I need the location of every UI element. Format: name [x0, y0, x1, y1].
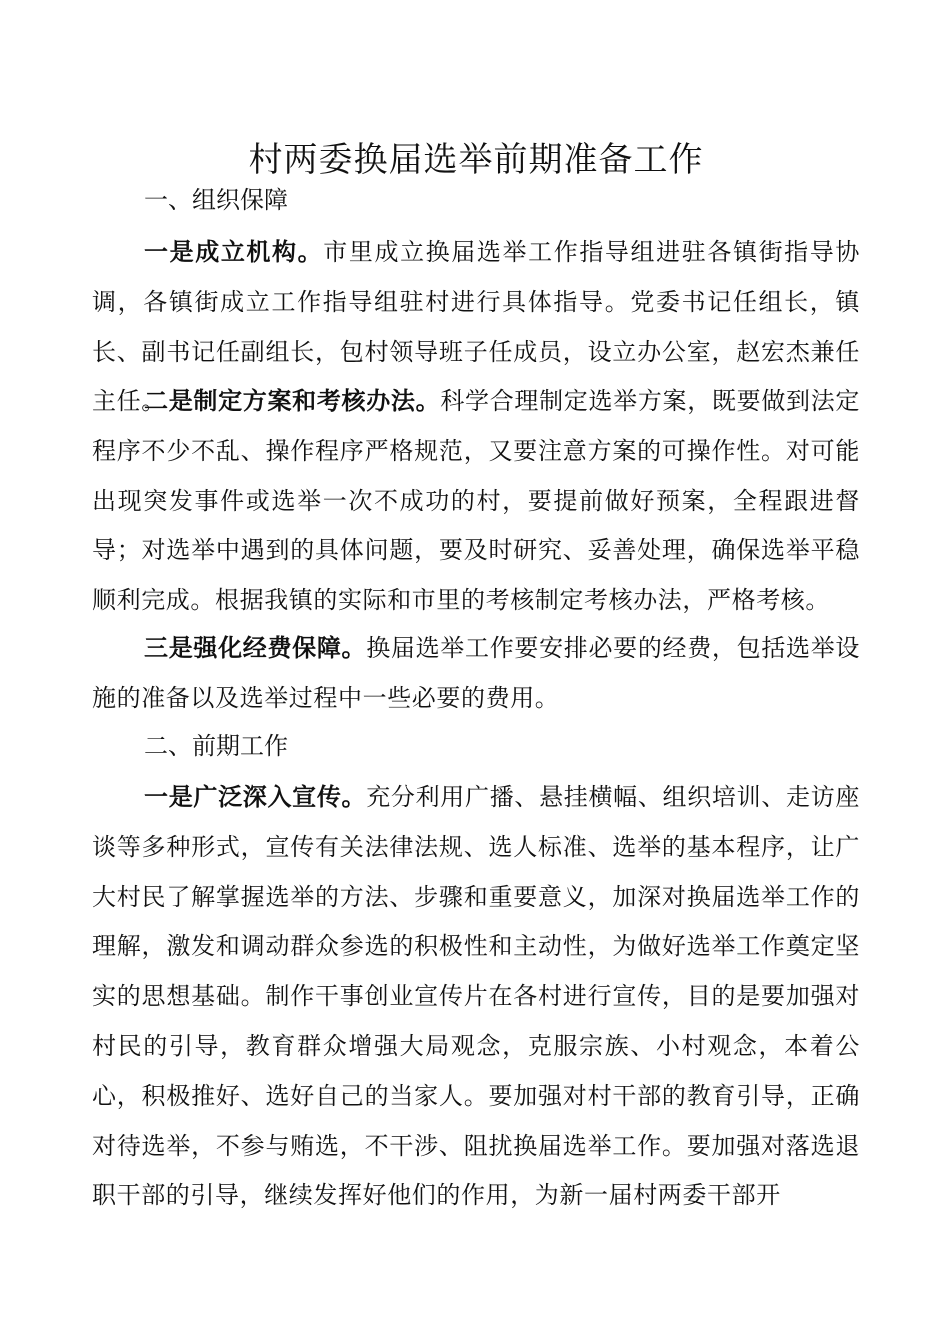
paragraph-lead: 一是广泛深入宣传。 — [144, 783, 367, 811]
paragraph-lead: 一是成立机构。 — [144, 238, 324, 266]
section-heading-organization: 一、组织保障 — [144, 186, 288, 214]
paragraph-text: 换届选举工作要安排必要的经费，包括选举设施的准备以及选举过程中一些必要的费用。 — [92, 634, 860, 712]
paragraph-publicity — [92, 773, 860, 1221]
paragraph-text: 科学合理制定选举方案，既要做到法定程序不少不乱、操作程序严格规范，又要注意方案的可操作性。对可能出现突发事件或选举一次不成功的村，要提前做好预案，全程跟进督导；对选举中遇到的具体问题，要及时研究、妥善处理，确保选举平稳顺利完成。根据我镇的实际和市里的考核制定考核办法，严格考核。 — [92, 387, 860, 615]
paragraph-text: 市里成立换届选举工作指导组进驻各镇街指导协调，各镇街成立工作指导组驻村进行具体指导。党委书记任组长，镇长、副书记任副组长，包村领导班子任成员，设立办公室，赵宏杰兼任主任。 — [92, 238, 860, 416]
paragraph-lead: 三是强化经费保障。 — [144, 634, 367, 662]
section-heading-preparation: 二、前期工作 — [144, 732, 288, 760]
paragraph-lead: 二是制定方案和考核办法。 — [144, 387, 441, 415]
paragraph-text: 充分利用广播、悬挂横幅、组织培训、走访座谈等多种形式，宣传有关法律法规、选人标准、选举的基本程序，让广大村民了解掌握选举的方法、步骤和重要意义，加深对换届选举工作的理解，激发和调动群众参选的积极性和主动性，为做好选举工作奠定坚实的思想基础。制作干事创业宣传片在各村进行宣传，目的是要加强对村民的引导，教育群众增强大局观念，克服宗族、小村观念，本着公心，积极推好、选好自己的当家人。要加强对村干部的教育引导，正确对待选举，不参与贿选，不干涉、阻扰换届选举工作。要加强对落选退职干部的引导，继续发挥好他们的作用，为新一届村两委干部开 — [92, 783, 860, 1210]
paragraph-funding — [92, 624, 860, 724]
document-title: 村两委换届选举前期准备工作 — [248, 139, 704, 180]
paragraph-plan-and-assessment — [92, 377, 860, 626]
